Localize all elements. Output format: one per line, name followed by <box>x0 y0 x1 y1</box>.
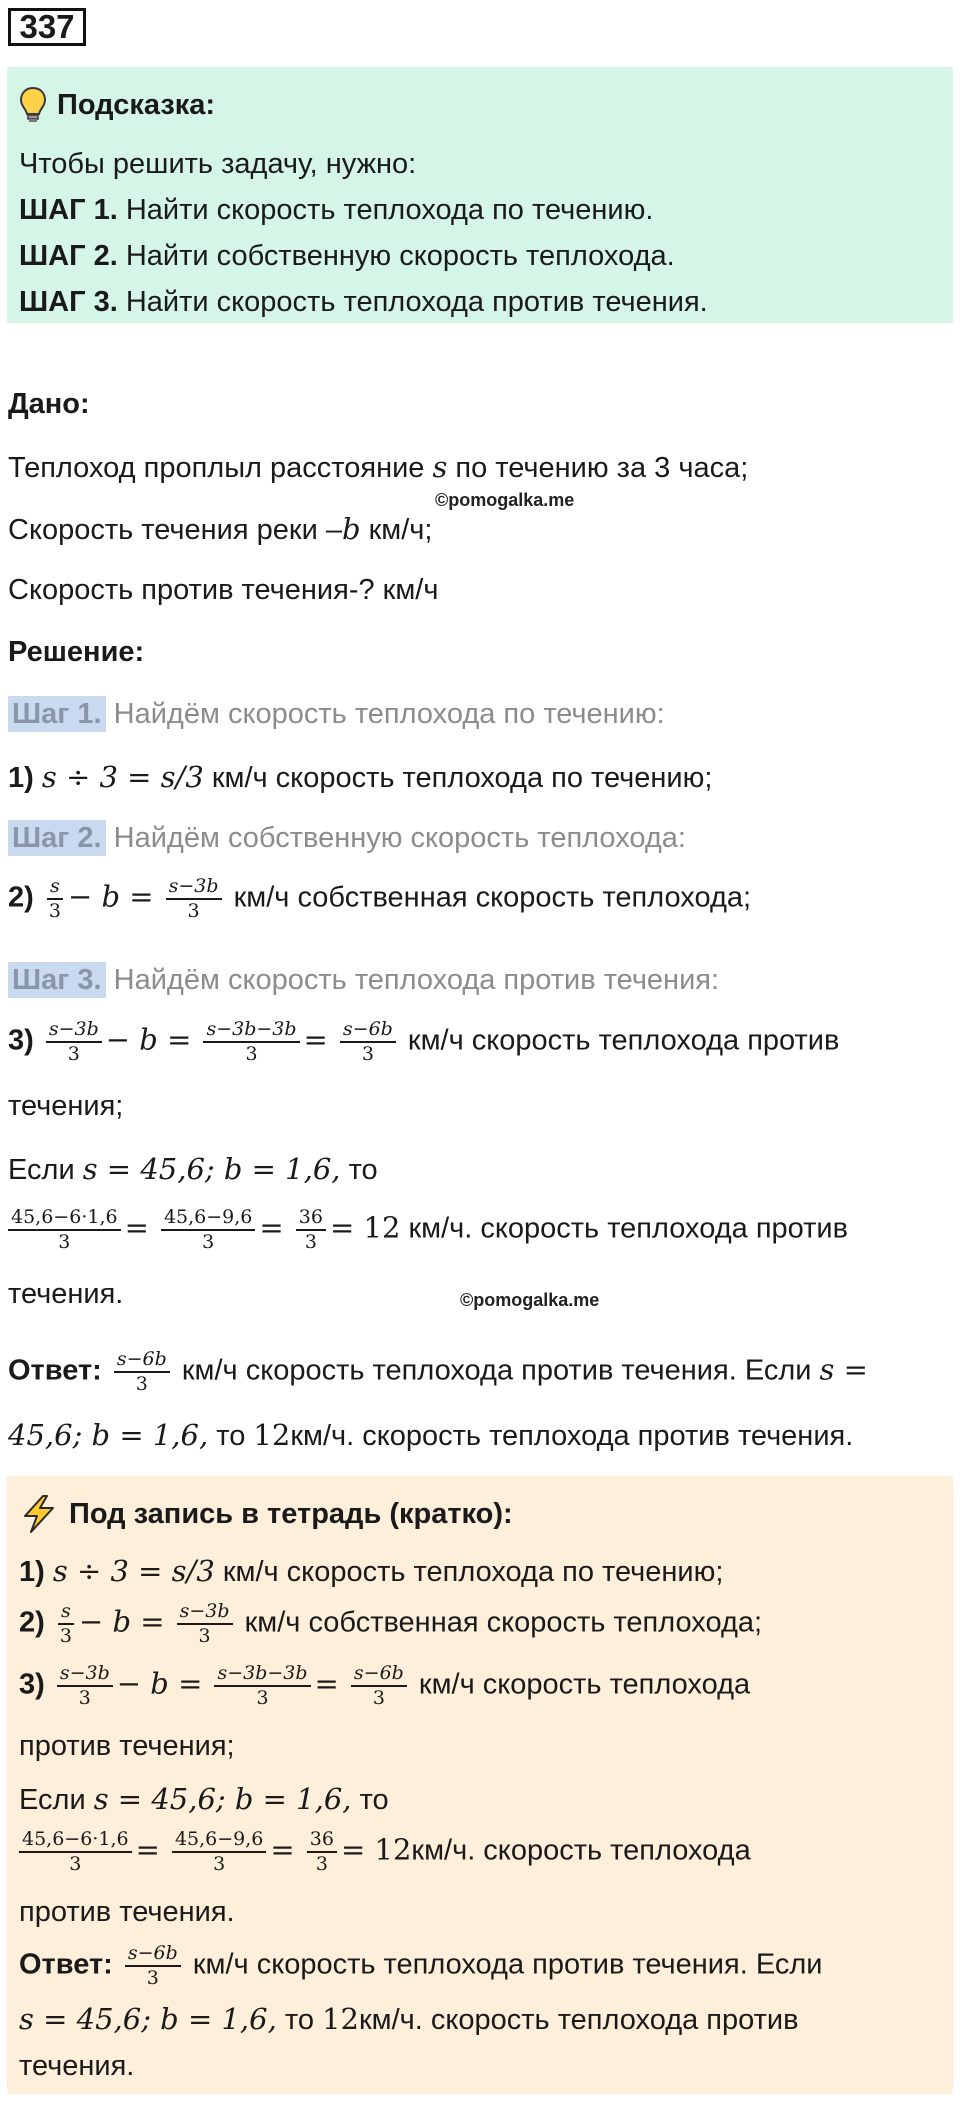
watermark: ©pomogalka.me <box>460 1290 600 1310</box>
fraction: $\frac{s-6b}{3}$ <box>351 1662 407 1710</box>
notes-box <box>7 1476 953 2094</box>
fraction: $\frac{s-6b}{3}$ <box>125 1942 181 1990</box>
notes-answer-1: Ответ: $\frac{s-6b}{3}$ км/ч скорость теплохода против течения. Если <box>19 1942 823 1989</box>
notes-calculation: $\frac{45,6-6\cdot 1,6}{3}$ = $\frac{45,6-9,6}{3}$ = $\frac{36}{3}$ = 12км/ч. скорость теплохода <box>19 1828 751 1876</box>
notes-result-1: 1) s ÷ 3 = s/3 км/ч скорость теплохода по течению; <box>19 1554 724 1588</box>
notes-answer-2: s = 45,6; b = 1,6, то 12км/ч. скорость теплохода против <box>19 2002 799 2036</box>
fraction: $\frac{s}{3}$ <box>48 875 61 922</box>
notes-result-3: 3) $\frac{s-3b}{3}$ − b = $\frac{s-3b-3b}{3}$ = $\frac{s-6b}{3}$ км/ч скорость теплохода <box>19 1662 751 1709</box>
result-3-continuation: течения; <box>8 1090 124 1122</box>
hint-intro: Чтобы решить задачу, нужно: <box>19 148 417 180</box>
fraction: $\frac{36}{3}$ <box>307 1828 337 1876</box>
step-1-heading: Шаг 1. Найдём скорость теплохода по течению: <box>8 698 665 731</box>
calculation-line: $\frac{45,6-6\cdot 1,6}{3}$ = $\frac{45,6-9,6}{3}$ = $\frac{36}{3}$ = 12 км/ч. скорость теплохода против <box>8 1206 848 1254</box>
given-line-2: Скорость течения реки –b км/ч; <box>8 512 433 546</box>
fraction: $\frac{s}{3}$ <box>59 1600 72 1647</box>
hint-title: Подсказка: <box>57 88 216 121</box>
hint-step-3: ШАГ 3. Найти скорость теплохода против течения. <box>19 286 708 318</box>
notes-result-2: 2) $\frac{s}{3}$ − b = $\frac{s-3b}{3}$ км/ч собственная скорость теплохода; <box>19 1600 763 1647</box>
given-line-3: Скорость против течения-? км/ч <box>8 574 439 606</box>
result-1: 1) s ÷ 3 = s/3 км/ч скорость теплохода по течению; <box>8 760 713 794</box>
given-line-1: Теплоход проплыл расстояние s по течению за 3 часа; <box>8 450 749 484</box>
notes-calculation-continuation: против течения. <box>19 1896 235 1928</box>
watermark: ©pomogalka.me <box>435 490 575 510</box>
hint-step-1: ШАГ 1. Найти скорость теплохода по течению. <box>19 194 654 226</box>
substitution-line: Если s = 45,6; b = 1,6, то <box>8 1152 378 1186</box>
given-title: Дано: <box>8 388 90 420</box>
hint-header <box>19 75 941 135</box>
notes-result-3-continuation: против течения; <box>19 1730 235 1762</box>
fraction: $\frac{s-3b-3b}{3}$ <box>203 1018 299 1066</box>
fraction: $\frac{45,6-6\cdot 1,6}{3}$ <box>8 1206 121 1254</box>
fraction: $\frac{s-6b}{3}$ <box>114 1348 170 1396</box>
fraction: $\frac{45,6-9,6}{3}$ <box>172 1828 266 1876</box>
step-2-heading: Шаг 2. Найдём собственную скорость теплохода: <box>8 822 686 855</box>
task-number: 337 <box>8 8 86 46</box>
hint-step-2: ШАГ 2. Найти собственную скорость теплохода. <box>19 240 675 272</box>
fraction: $\frac{45,6-6\cdot 1,6}{3}$ <box>19 1828 132 1876</box>
result-3: 3) $\frac{s-3b}{3}$ − b = $\frac{s-3b-3b}{3}$ = $\frac{s-6b}{3}$ км/ч скорость теплохода против <box>8 1018 840 1065</box>
hint-box <box>7 67 953 323</box>
lightbulb-icon <box>19 86 47 124</box>
solution-title: Решение: <box>8 636 145 668</box>
step-3-heading: Шаг 3. Найдём скорость теплохода против течения: <box>8 964 719 997</box>
notes-substitution: Если s = 45,6; b = 1,6, то <box>19 1782 389 1816</box>
lightning-icon <box>19 1494 59 1534</box>
answer-line-2: 45,6; b = 1,6, то 12км/ч. скорость теплохода против течения. <box>8 1418 854 1452</box>
answer-line-1: Ответ: $\frac{s-6b}{3}$ км/ч скорость теплохода против течения. Если s = <box>8 1348 868 1395</box>
fraction: $\frac{s-3b}{3}$ <box>166 875 222 923</box>
notes-answer-3: течения. <box>19 2050 135 2082</box>
fraction: $\frac{s-3b}{3}$ <box>46 1018 102 1066</box>
result-2: 2) $\frac{s}{3}$ − b = $\frac{s-3b}{3}$ км/ч собственная скорость теплохода; <box>8 875 752 922</box>
fraction: $\frac{36}{3}$ <box>296 1206 326 1254</box>
fraction: $\frac{s-3b}{3}$ <box>57 1662 113 1710</box>
fraction: $\frac{s-6b}{3}$ <box>340 1018 396 1066</box>
calculation-continuation: течения. <box>8 1278 124 1310</box>
fraction: $\frac{s-3b}{3}$ <box>177 1600 233 1648</box>
fraction: $\frac{s-3b-3b}{3}$ <box>214 1662 310 1710</box>
notes-header: Под запись в тетрадь (кратко): <box>19 1494 513 1534</box>
fraction: $\frac{45,6-9,6}{3}$ <box>161 1206 255 1254</box>
